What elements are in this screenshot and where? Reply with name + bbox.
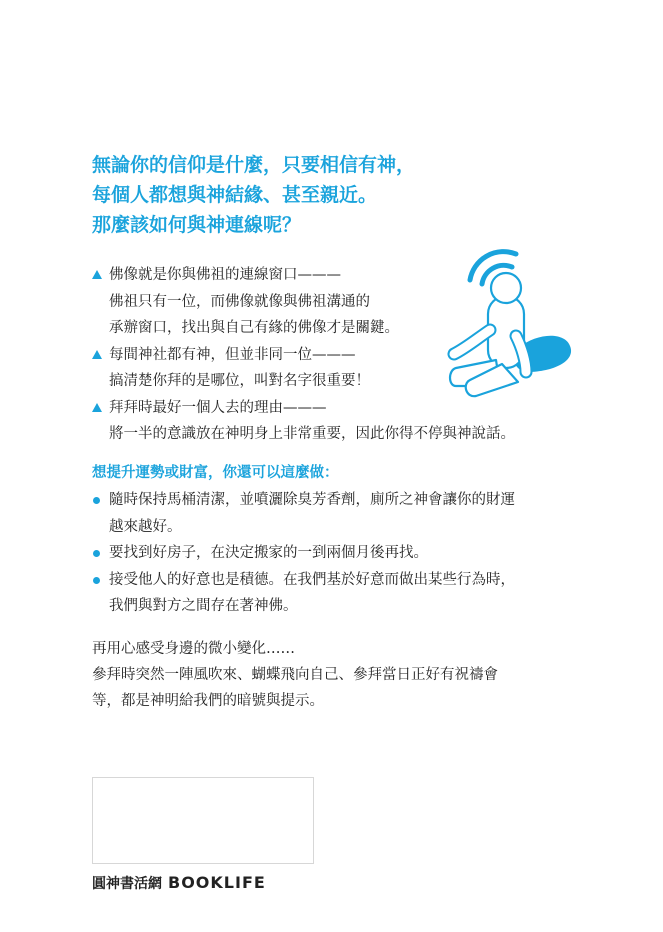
- triangle-point-list: [92, 262, 592, 448]
- list-item-line: 搞清楚你拜的是哪位，叫對名字很重要！: [109, 373, 370, 389]
- dot-bullet-icon: [93, 550, 100, 557]
- list-item-line: 佛祖只有一位，而佛像就像與佛祖溝通的: [109, 293, 370, 310]
- closing-paragraph: [92, 636, 498, 714]
- list-item-line: 接受他人的好意也是積德。在我們基於好意而做出某些行為時，: [109, 571, 515, 588]
- list-item: [92, 342, 592, 395]
- list-item-line: 拜拜時最好一個人去的理由———: [109, 399, 327, 416]
- list-item: [92, 395, 592, 448]
- list-item: [92, 567, 582, 620]
- triangle-bullet-icon: [92, 403, 102, 412]
- closing-line: 等，都是神明給我們的暗號與提示。: [92, 693, 324, 709]
- list-item: [92, 487, 582, 540]
- publisher-logo: [92, 873, 266, 893]
- list-item-line: 我們與對方之間存在著神佛。: [109, 598, 298, 614]
- fortune-tip-list: [92, 487, 582, 620]
- headline-line: 每個人都想與神結緣、甚至親近。: [92, 184, 378, 206]
- list-item: [92, 540, 582, 567]
- list-item-line: 越來越好。: [109, 518, 182, 535]
- dot-bullet-icon: [93, 497, 100, 504]
- list-item-line: 隨時保持馬桶清潔，並噴灑除臭芳香劑，廁所之神會讓你的財運: [109, 492, 515, 508]
- publisher-name-en: BOOKLIFE: [168, 873, 266, 892]
- fortune-heading: 想提升運勢或財富，你還可以這麼做：: [92, 465, 339, 481]
- list-item-line: 每間神社都有神，但並非同一位———: [109, 346, 356, 363]
- dot-bullet-icon: [93, 577, 100, 584]
- triangle-bullet-icon: [92, 270, 102, 279]
- headline-line: 無論你的信仰是什麼，只要相信有神，: [92, 154, 416, 176]
- closing-line: 再用心感受身邊的微小變化……: [92, 641, 295, 657]
- list-item: [92, 262, 592, 342]
- publisher-name-cn: 圓神書活網: [92, 876, 162, 892]
- headline-line: 那麼該如何與神連線呢？: [92, 214, 302, 236]
- headline: [92, 150, 512, 240]
- triangle-bullet-icon: [92, 350, 102, 359]
- list-item-line: 佛像就是你與佛祖的連線窗口———: [109, 267, 341, 283]
- list-item-line: 承辦窗口，找出與自己有緣的佛像才是關鍵。: [109, 320, 399, 336]
- closing-line: 參拜時突然一陣風吹來、蝴蝶飛向自己、參拜當日正好有祝禱會: [92, 667, 498, 683]
- empty-frame-box: [92, 777, 314, 864]
- list-item-line: 將一半的意識放在神明身上非常重要，因此你得不停與神說話。: [109, 426, 515, 442]
- list-item-line: 要找到好房子，在決定搬家的一到兩個月後再找。: [109, 545, 428, 561]
